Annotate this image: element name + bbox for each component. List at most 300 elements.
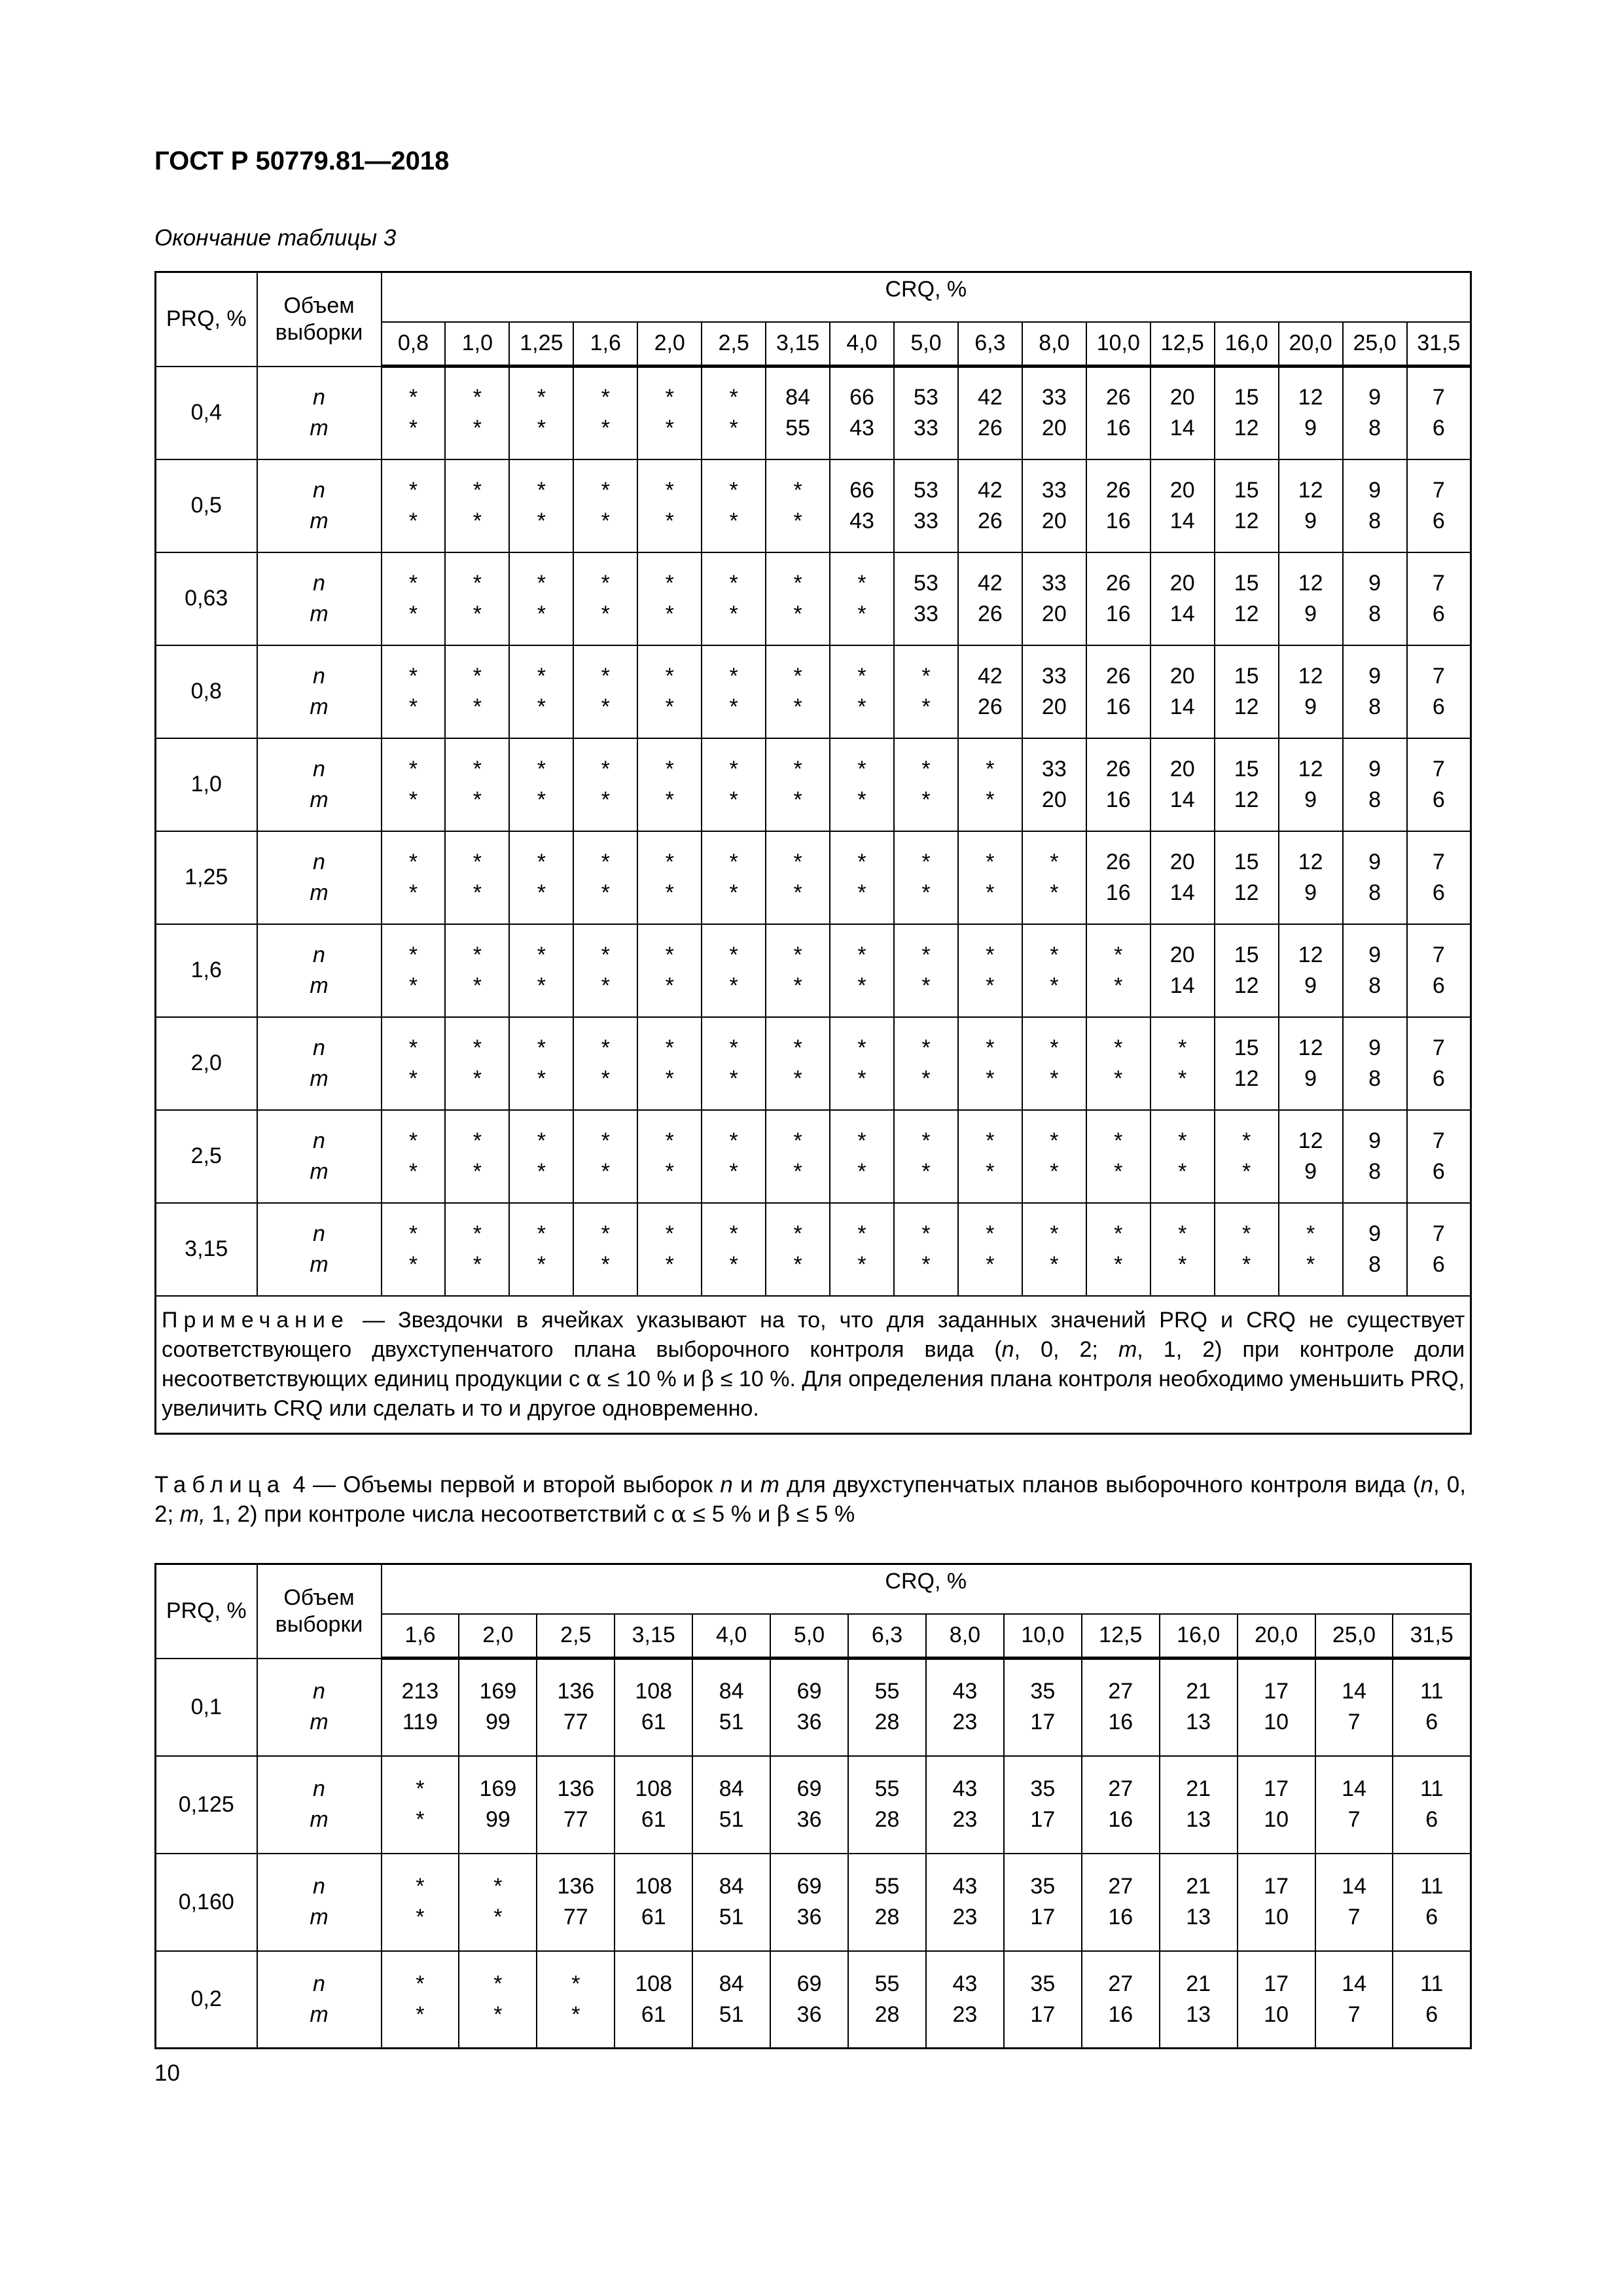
sample-size-cell: 43	[926, 1854, 1004, 1903]
sample-size-cell: *	[702, 1157, 766, 1203]
sample-size-cell: *	[830, 1157, 894, 1203]
sample-size-cell: 12	[1215, 971, 1279, 1017]
sample-size-cell: *	[509, 1064, 573, 1110]
table-4-title-text: 1, 2) при контроле числа несоответствий с	[205, 1501, 671, 1527]
sample-size-cell: *	[573, 924, 637, 971]
sample-size-cell: *	[445, 1249, 509, 1296]
sample-size-cell: 14	[1150, 971, 1215, 1017]
table-row	[156, 645, 1471, 692]
sample-size-cell: *	[702, 878, 766, 924]
sample-size-cell: *	[1086, 1249, 1150, 1296]
sample-size-cell: *	[573, 367, 637, 413]
sample-size-cell: 17	[1004, 1902, 1082, 1951]
sample-size-cell: *	[894, 831, 958, 878]
sample-size-cell: *	[702, 924, 766, 971]
crq-value-header: 6,3	[848, 1614, 926, 1659]
sample-size-cell: 33	[1022, 552, 1086, 599]
sample-size-cell: 10	[1238, 1804, 1315, 1854]
table-row	[156, 599, 1471, 645]
sample-size-cell: 7	[1407, 1017, 1471, 1064]
sample-size-cell: 9	[1343, 1017, 1407, 1064]
sample-size-cell: *	[958, 878, 1022, 924]
crq-value-header: 31,5	[1407, 322, 1471, 367]
sample-variable-n: n	[257, 1203, 382, 1249]
sample-size-cell: 55	[848, 1756, 926, 1805]
sample-size-cell: 99	[459, 1707, 537, 1756]
sample-variable-n: n	[257, 645, 382, 692]
sample-size-cell: 6	[1407, 1157, 1471, 1203]
sample-size-cell: 7	[1315, 1902, 1393, 1951]
prq-column-header: PRQ, %	[156, 1564, 257, 1659]
sample-size-cell: *	[637, 924, 702, 971]
sample-size-cell: 108	[615, 1854, 692, 1903]
sample-variable-n: n	[257, 831, 382, 878]
sample-size-cell: *	[459, 1854, 537, 1903]
sample-size-cell: *	[637, 1203, 702, 1249]
sample-size-cell: 8	[1343, 785, 1407, 831]
sample-size-cell: 26	[958, 692, 1022, 738]
crq-value-header: 10,0	[1004, 1614, 1082, 1659]
sample-size-cell: *	[637, 552, 702, 599]
sample-size-cell: *	[382, 692, 446, 738]
sample-size-cell: *	[830, 785, 894, 831]
sample-size-cell: *	[830, 738, 894, 785]
sample-size-cell: 9	[1343, 1110, 1407, 1157]
sample-size-cell: *	[382, 506, 446, 552]
sample-size-cell: 9	[1279, 692, 1343, 738]
sample-size-cell: *	[445, 645, 509, 692]
sample-size-cell: 6	[1407, 599, 1471, 645]
note-label: Примечание	[162, 1307, 349, 1333]
sample-size-cell: *	[573, 738, 637, 785]
sample-size-cell: 20	[1150, 552, 1215, 599]
crq-value-header: 12,5	[1082, 1614, 1160, 1659]
sample-size-cell: *	[958, 738, 1022, 785]
sample-size-cell: 61	[615, 1902, 692, 1951]
sample-size-cell: *	[509, 645, 573, 692]
sample-size-cell: *	[637, 878, 702, 924]
table-row	[156, 924, 1471, 971]
crq-value-header: 16,0	[1160, 1614, 1238, 1659]
sample-size-cell: 7	[1407, 552, 1471, 599]
sample-size-cell: 42	[958, 645, 1022, 692]
table-row	[156, 459, 1471, 506]
prq-value: 0,4	[156, 367, 257, 459]
sample-size-cell: 17	[1238, 1659, 1315, 1708]
sample-size-cell: *	[382, 1017, 446, 1064]
sample-variable-n: n	[257, 367, 382, 413]
sample-size-cell: 15	[1215, 367, 1279, 413]
sample-size-cell: 27	[1082, 1951, 1160, 2000]
sample-size-cell: 14	[1150, 692, 1215, 738]
sample-size-cell: 99	[459, 1804, 537, 1854]
table-4-title-var-n: n	[1420, 1472, 1433, 1498]
sample-size-cell: *	[766, 552, 830, 599]
sample-size-cell: *	[445, 1110, 509, 1157]
sample-size-cell: 136	[537, 1659, 615, 1708]
table-row	[156, 692, 1471, 738]
sample-size-cell: *	[1022, 831, 1086, 878]
sample-size-cell: 55	[848, 1854, 926, 1903]
crq-value-header: 2,5	[537, 1614, 615, 1659]
sample-size-cell: 20	[1150, 459, 1215, 506]
sample-size-cell: 15	[1215, 831, 1279, 878]
sample-size-cell: 6	[1393, 1707, 1471, 1756]
prq-value: 1,6	[156, 924, 257, 1017]
prq-value: 0,8	[156, 645, 257, 738]
sample-size-cell: 8	[1343, 1249, 1407, 1296]
sample-size-cell: *	[958, 1157, 1022, 1203]
sample-size-cell: *	[958, 1203, 1022, 1249]
sample-size-cell: *	[1150, 1017, 1215, 1064]
table-row	[156, 1064, 1471, 1110]
sample-size-cell: 15	[1215, 645, 1279, 692]
sample-size-cell: 26	[1086, 831, 1150, 878]
prq-value: 0,63	[156, 552, 257, 645]
sample-size-cell: 11	[1393, 1756, 1471, 1805]
sample-variable-m: m	[257, 1249, 382, 1296]
sample-size-cell: *	[766, 878, 830, 924]
sample-size-cell: *	[573, 1249, 637, 1296]
crq-value-header: 2,5	[702, 322, 766, 367]
sample-variable-n: n	[257, 1659, 382, 1708]
table-row	[156, 552, 1471, 599]
sample-size-cell: *	[894, 1017, 958, 1064]
table-4-title-text: ≤ 5 % и	[687, 1501, 777, 1527]
sample-size-cell: *	[637, 459, 702, 506]
table-row	[156, 1854, 1471, 1903]
crq-value-header: 1,25	[509, 322, 573, 367]
sample-size-cell: 33	[1022, 645, 1086, 692]
sample-size-cell: *	[573, 785, 637, 831]
sample-size-cell: *	[702, 367, 766, 413]
sample-size-cell: 23	[926, 1804, 1004, 1854]
sample-size-cell: *	[637, 785, 702, 831]
sample-size-cell: *	[1279, 1249, 1343, 1296]
sample-size-cell: 16	[1086, 785, 1150, 831]
sample-size-cell: *	[509, 692, 573, 738]
sample-size-cell: 20	[1022, 692, 1086, 738]
sample-size-cell: 84	[692, 1951, 770, 2000]
table-4-label: Таблица	[154, 1472, 286, 1498]
sample-size-cell: 6	[1393, 1902, 1471, 1951]
sample-size-cell: 66	[830, 367, 894, 413]
table-4-number: 4	[285, 1472, 306, 1498]
sample-size-cell: 61	[615, 2000, 692, 2049]
note-var-n: n	[1001, 1336, 1014, 1362]
table-row	[156, 1902, 1471, 1951]
sample-size-cell: *	[702, 459, 766, 506]
table-4-title-text: и	[732, 1472, 760, 1498]
sample-size-cell: 12	[1279, 1110, 1343, 1157]
sample-size-cell: *	[766, 1064, 830, 1110]
sample-size-cell: *	[382, 924, 446, 971]
sample-size-cell: *	[1086, 1064, 1150, 1110]
sample-size-cell: 69	[770, 1854, 848, 1903]
prq-value: 0,1	[156, 1659, 257, 1756]
crq-column-header: CRQ, %	[382, 272, 1471, 322]
crq-value-header: 3,15	[615, 1614, 692, 1659]
sample-size-cell: 12	[1279, 738, 1343, 785]
sample-size-cell: *	[702, 1064, 766, 1110]
sample-size-cell: *	[1150, 1203, 1215, 1249]
sample-size-cell: 28	[848, 2000, 926, 2049]
sample-size-cell: 51	[692, 1804, 770, 1854]
sample-size-cell: 42	[958, 459, 1022, 506]
sample-size-cell: 33	[894, 413, 958, 459]
sample-size-cell: *	[509, 1110, 573, 1157]
crq-value-header: 4,0	[692, 1614, 770, 1659]
sample-size-cell: *	[702, 1110, 766, 1157]
sample-size-cell: *	[766, 785, 830, 831]
sample-size-cell: 14	[1150, 506, 1215, 552]
table-3-note	[156, 1296, 1471, 1434]
sample-size-cell: 61	[615, 1804, 692, 1854]
crq-value-header: 8,0	[1022, 322, 1086, 367]
sample-size-cell: *	[445, 831, 509, 878]
crq-value-header: 5,0	[894, 322, 958, 367]
sample-size-cell: 12	[1215, 413, 1279, 459]
sample-size-cell: *	[637, 413, 702, 459]
sample-size-cell: *	[830, 599, 894, 645]
sample-size-cell: 16	[1086, 413, 1150, 459]
prq-value: 0,5	[156, 459, 257, 552]
sample-size-cell: 119	[382, 1707, 459, 1756]
table-row	[156, 1707, 1471, 1756]
sample-size-cell: *	[1086, 1157, 1150, 1203]
sample-size-cell: *	[382, 1157, 446, 1203]
sample-variable-n: n	[257, 1951, 382, 2000]
sample-size-cell: 21	[1160, 1756, 1238, 1805]
table-row	[156, 878, 1471, 924]
sample-size-cell: 13	[1160, 1902, 1238, 1951]
sample-size-cell: 77	[537, 1804, 615, 1854]
sample-size-cell: *	[382, 413, 446, 459]
sample-size-cell: *	[382, 367, 446, 413]
table-4	[154, 1563, 1472, 2049]
sample-size-cell: 9	[1343, 738, 1407, 785]
sample-size-cell: *	[509, 367, 573, 413]
sample-size-cell: 136	[537, 1756, 615, 1805]
sample-size-cell: 12	[1215, 506, 1279, 552]
sample-variable-m: m	[257, 692, 382, 738]
sample-size-cell: 12	[1215, 1064, 1279, 1110]
sample-size-cell: 10	[1238, 1902, 1315, 1951]
sample-size-cell: 9	[1279, 506, 1343, 552]
sample-size-cell: 33	[894, 599, 958, 645]
sample-variable-n: n	[257, 552, 382, 599]
sample-size-cell: 8	[1343, 878, 1407, 924]
sample-size-cell: 43	[926, 1951, 1004, 2000]
sample-size-cell: 11	[1393, 1854, 1471, 1903]
sample-size-cell: 9	[1279, 971, 1343, 1017]
document-code: ГОСТ Р 50779.81—2018	[154, 147, 450, 175]
sample-size-cell: *	[766, 459, 830, 506]
sample-size-cell: 17	[1238, 1756, 1315, 1805]
sample-size-cell: *	[766, 971, 830, 1017]
sample-size-cell: *	[459, 1902, 537, 1951]
sample-size-cell: 169	[459, 1659, 537, 1708]
prq-value: 0,125	[156, 1756, 257, 1854]
sample-size-cell: 55	[848, 1951, 926, 2000]
sample-size-cell: *	[573, 878, 637, 924]
sample-size-cell: 84	[692, 1756, 770, 1805]
table-row	[156, 785, 1471, 831]
sample-size-cell: 16	[1082, 1804, 1160, 1854]
sample-size-cell: *	[573, 645, 637, 692]
sample-size-cell: 36	[770, 1707, 848, 1756]
sample-size-cell: *	[766, 1203, 830, 1249]
sample-variable-n: n	[257, 1756, 382, 1805]
sample-size-cell: 6	[1393, 1804, 1471, 1854]
sample-size-cell: *	[637, 1110, 702, 1157]
sample-size-cell: 8	[1343, 599, 1407, 645]
sample-size-cell: 33	[894, 506, 958, 552]
sample-size-cell: *	[702, 1249, 766, 1296]
sample-size-cell: 20	[1150, 645, 1215, 692]
sample-size-cell: *	[1022, 1017, 1086, 1064]
sample-size-cell: *	[702, 738, 766, 785]
sample-size-cell: *	[509, 785, 573, 831]
sample-size-cell: *	[766, 599, 830, 645]
sample-variable-m: m	[257, 506, 382, 552]
sample-size-cell: *	[637, 599, 702, 645]
sample-size-cell: *	[445, 367, 509, 413]
sample-size-cell: 53	[894, 367, 958, 413]
sample-size-cell: 12	[1279, 367, 1343, 413]
sample-size-cell: *	[445, 878, 509, 924]
sample-size-cell: *	[894, 971, 958, 1017]
sample-size-cell: *	[830, 692, 894, 738]
sample-size-cell: *	[382, 971, 446, 1017]
sample-size-cell: 108	[615, 1951, 692, 2000]
sample-size-cell: 15	[1215, 924, 1279, 971]
sample-variable-m: m	[257, 599, 382, 645]
prq-value: 1,25	[156, 831, 257, 924]
sample-size-cell: *	[573, 506, 637, 552]
sample-size-cell: *	[637, 645, 702, 692]
sample-size-cell: 26	[958, 413, 1022, 459]
sample-size-cell: 9	[1279, 599, 1343, 645]
crq-value-header: 4,0	[830, 322, 894, 367]
sample-size-cell: *	[766, 692, 830, 738]
sample-size-cell: *	[830, 924, 894, 971]
sample-size-cell: *	[894, 692, 958, 738]
sample-size-cell: 7	[1407, 831, 1471, 878]
sample-size-cell: 69	[770, 1756, 848, 1805]
sample-size-cell: *	[958, 1110, 1022, 1157]
sample-size-cell: *	[702, 785, 766, 831]
sample-size-cell: *	[637, 506, 702, 552]
crq-value-header: 3,15	[766, 322, 830, 367]
table-4-title-var-m: m	[760, 1472, 779, 1498]
sample-size-cell: *	[702, 552, 766, 599]
sample-size-cell: 23	[926, 2000, 1004, 2049]
table-3-continuation-caption: Окончание таблицы 3	[154, 225, 397, 251]
sample-size-cell: 21	[1160, 1659, 1238, 1708]
sample-size-cell: *	[573, 831, 637, 878]
table-row	[156, 506, 1471, 552]
sample-size-cell: *	[509, 552, 573, 599]
sample-size-cell: 8	[1343, 413, 1407, 459]
sample-size-cell: 6	[1407, 971, 1471, 1017]
sample-size-cell: *	[445, 692, 509, 738]
sample-size-cell: *	[830, 1017, 894, 1064]
crq-value-header: 1,0	[445, 322, 509, 367]
sample-size-cell: *	[382, 552, 446, 599]
sample-size-cell: 8	[1343, 692, 1407, 738]
sample-size-cell: *	[766, 645, 830, 692]
sample-size-cell: *	[509, 831, 573, 878]
sample-size-cell: *	[637, 738, 702, 785]
sample-size-cell: 35	[1004, 1854, 1082, 1903]
sample-variable-n: n	[257, 738, 382, 785]
sample-size-cell: *	[637, 1064, 702, 1110]
sample-size-cell: *	[1086, 971, 1150, 1017]
crq-value-header: 25,0	[1315, 1614, 1393, 1659]
sample-size-cell: 35	[1004, 1951, 1082, 2000]
sample-size-cell: *	[573, 692, 637, 738]
sample-size-cell: *	[573, 971, 637, 1017]
sample-size-cell: 9	[1343, 924, 1407, 971]
sample-size-cell: 13	[1160, 1707, 1238, 1756]
note-text: — Звездочки в ячейках указывают на то, что для заданных значений PRQ и CRQ не существует соответствующего двухступенчатого плана выборочного контроля вида (	[162, 1307, 1465, 1362]
sample-size-cell: 13	[1160, 2000, 1238, 2049]
note-text: , 1, 2) при контроле доли несоответствующих единиц продукции с	[162, 1336, 1465, 1391]
sample-size-cell: 26	[958, 599, 1022, 645]
sample-size-cell: *	[382, 878, 446, 924]
sample-size-cell: 6	[1407, 692, 1471, 738]
sample-size-cell: 9	[1279, 878, 1343, 924]
table-row	[156, 413, 1471, 459]
sample-size-cell: 61	[615, 1707, 692, 1756]
sample-size-cell: *	[459, 2000, 537, 2049]
sample-size-cell: 6	[1407, 1064, 1471, 1110]
sample-size-cell: *	[382, 1110, 446, 1157]
sample-size-cell: *	[766, 1110, 830, 1157]
sample-size-cell: 35	[1004, 1756, 1082, 1805]
sample-size-cell: 6	[1407, 878, 1471, 924]
sample-size-cell: 20	[1022, 785, 1086, 831]
sample-size-cell: *	[382, 1249, 446, 1296]
sample-variable-m: m	[257, 2000, 382, 2049]
sample-size-cell: 77	[537, 1707, 615, 1756]
sample-size-cell: *	[894, 1157, 958, 1203]
sample-variable-m: m	[257, 1157, 382, 1203]
sample-size-cell: 21	[1160, 1854, 1238, 1903]
sample-size-cell: *	[445, 506, 509, 552]
sample-variable-m: m	[257, 878, 382, 924]
table-4-beta-symbol: β	[777, 1501, 791, 1528]
sample-size-cell: 6	[1393, 2000, 1471, 2049]
sample-size-cell: *	[445, 1157, 509, 1203]
sample-size-cell: 7	[1407, 924, 1471, 971]
sample-size-cell: *	[830, 552, 894, 599]
sample-size-cell: *	[382, 1756, 459, 1805]
sample-size-cell: 7	[1407, 1203, 1471, 1249]
sample-size-cell: 27	[1082, 1659, 1160, 1708]
sample-size-cell: *	[702, 831, 766, 878]
sample-size-cell: *	[459, 1951, 537, 2000]
sample-size-cell: *	[1150, 1157, 1215, 1203]
sample-size-cell: 14	[1150, 785, 1215, 831]
sample-size-cell: 6	[1407, 785, 1471, 831]
sample-size-cell: 84	[692, 1854, 770, 1903]
sample-size-cell: *	[445, 1203, 509, 1249]
sample-size-cell: 9	[1343, 645, 1407, 692]
sample-size-cell: *	[702, 645, 766, 692]
sample-size-cell: *	[702, 599, 766, 645]
